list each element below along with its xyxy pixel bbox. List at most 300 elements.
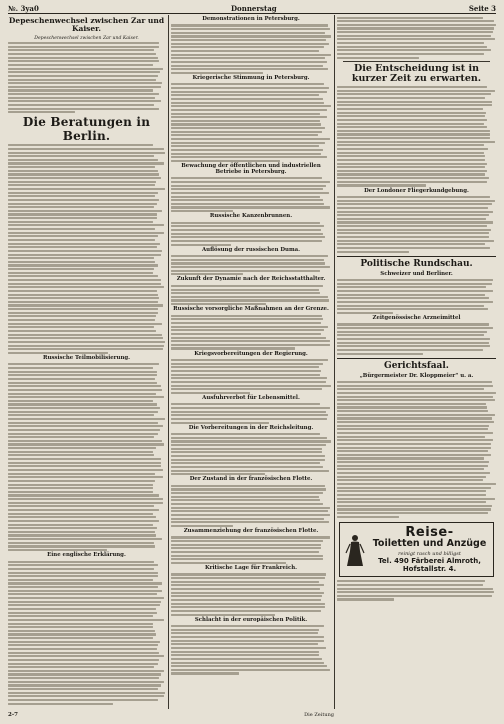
article-body [171, 536, 331, 564]
text-line [8, 684, 161, 686]
text-line [8, 692, 165, 694]
text-line [8, 268, 154, 270]
text-line [171, 46, 324, 48]
text-line [8, 604, 160, 606]
text-line [8, 148, 164, 150]
text-line [8, 283, 161, 285]
text-line [8, 97, 155, 99]
text-line [337, 428, 488, 430]
text-line [171, 109, 327, 111]
text-line [171, 285, 323, 287]
text-line [171, 370, 321, 372]
text-line [337, 472, 490, 474]
text-line [337, 283, 492, 285]
text-line [337, 388, 484, 390]
text-line [337, 247, 490, 249]
text-line [337, 207, 488, 209]
text-line [337, 42, 484, 44]
text-line [8, 297, 159, 299]
text-line [171, 592, 324, 594]
text-line [8, 374, 157, 376]
text-line [8, 334, 162, 336]
text-line [8, 593, 157, 595]
headline-reichsleitung: Die Vorbereitungen in der Reichsleitung. [188, 424, 314, 431]
text-line [337, 177, 489, 179]
text-line [171, 337, 326, 339]
text-line [171, 153, 321, 155]
text-line [8, 681, 164, 683]
text-line [8, 363, 159, 365]
text-line [8, 323, 162, 325]
text-line [171, 292, 320, 294]
text-line [337, 323, 489, 325]
text-line [8, 476, 163, 478]
text-line [171, 470, 329, 472]
text-line [337, 294, 485, 296]
text-line [171, 303, 266, 305]
text-line [171, 392, 250, 394]
text-line [171, 116, 327, 118]
text-line [8, 181, 156, 183]
text-line [337, 108, 483, 110]
text-line [337, 251, 409, 253]
text-line [171, 98, 323, 100]
text-line [171, 266, 330, 268]
text-line [171, 28, 330, 30]
text-line [337, 385, 493, 387]
headline-kritische-lage: Kritische Lage für Frankreich. [204, 564, 298, 571]
text-line [8, 170, 158, 172]
text-line [337, 392, 496, 394]
text-line [337, 290, 493, 292]
text-line [337, 196, 490, 198]
text-line [171, 499, 320, 501]
text-line [8, 542, 154, 544]
text-line [171, 149, 323, 151]
header-rule [8, 13, 496, 14]
text-line [171, 448, 322, 450]
article-body [171, 24, 331, 73]
text-line [171, 289, 319, 291]
text-line [171, 672, 239, 674]
text-line [171, 102, 324, 104]
text-line [337, 115, 485, 117]
text-line [171, 83, 324, 85]
headline-teilmobilisierung: Russische Teilmobilisierung. [42, 354, 131, 361]
text-line [8, 75, 158, 77]
text-line [8, 68, 163, 70]
headline-kriegsvorbereitungen: Kriegsvorbereitungen der Regierung. [194, 350, 308, 357]
text-line [337, 119, 487, 121]
text-line [171, 407, 330, 409]
text-line [8, 480, 155, 482]
text-line [337, 53, 484, 55]
text-line [171, 315, 322, 317]
text-line [337, 93, 491, 95]
text-line [337, 454, 491, 456]
text-line [171, 113, 320, 115]
text-line [8, 652, 159, 654]
text-line [337, 494, 486, 496]
article-body [171, 433, 331, 475]
text-line [8, 341, 165, 343]
text-line [171, 647, 326, 649]
text-line [171, 210, 233, 212]
text-line [171, 437, 327, 439]
text-line [171, 632, 318, 634]
article-body [337, 323, 496, 354]
article-body [8, 42, 165, 113]
text-line [8, 301, 158, 303]
text-line [171, 359, 328, 361]
text-line [8, 232, 164, 234]
text-line [171, 94, 319, 96]
headline-depeschen: Depeschenwechsel zwischen Zar und Kaiser. [8, 16, 165, 34]
text-line [8, 414, 154, 416]
headline-kriegerische-stimmung: Kriegerische Stimmung in Petersburg. [192, 74, 310, 81]
text-line [8, 407, 160, 409]
text-line [8, 294, 158, 296]
text-line [8, 82, 162, 84]
text-line [171, 636, 324, 638]
text-line [8, 505, 154, 507]
text-line [171, 599, 321, 601]
article-body [171, 315, 331, 350]
text-line [8, 330, 156, 332]
text-line [171, 196, 320, 198]
text-line [8, 312, 158, 314]
text-line [171, 50, 319, 52]
text-line [171, 462, 320, 464]
article-body [171, 359, 331, 394]
text-line [171, 547, 321, 549]
text-line [8, 243, 160, 245]
text-line [337, 38, 495, 40]
text-line [8, 458, 161, 460]
text-line [337, 130, 490, 132]
text-line [337, 508, 491, 510]
text-line [8, 623, 153, 625]
text-line [8, 272, 153, 274]
text-line [8, 663, 158, 665]
text-line [337, 308, 488, 310]
text-line [171, 507, 330, 509]
text-line [337, 468, 484, 470]
text-line [8, 159, 158, 161]
text-line [171, 366, 319, 368]
text-line [171, 142, 325, 144]
text-line [171, 451, 322, 453]
article-body [337, 580, 496, 600]
text-line [8, 79, 156, 81]
text-line [337, 144, 484, 146]
text-line [337, 396, 493, 398]
text-line [8, 192, 158, 194]
text-line [8, 199, 159, 201]
article-body [8, 561, 165, 705]
text-line [171, 388, 322, 390]
text-line [171, 492, 323, 494]
text-line [8, 451, 153, 453]
text-line [8, 210, 162, 212]
text-line [171, 188, 323, 190]
text-line [171, 444, 326, 446]
text-line [8, 235, 158, 237]
text-line [8, 396, 164, 398]
text-line [8, 275, 158, 277]
text-line [171, 185, 326, 187]
article-body [171, 83, 331, 162]
text-line [171, 134, 318, 136]
text-line [337, 342, 489, 344]
text-line [337, 490, 486, 492]
text-line [171, 658, 322, 660]
text-line [8, 425, 163, 427]
text-line [337, 432, 493, 434]
text-line [337, 461, 489, 463]
text-line [8, 487, 153, 489]
text-line [8, 326, 154, 328]
text-line [8, 177, 161, 179]
text-line [8, 206, 154, 208]
text-line [171, 544, 321, 546]
text-line [8, 86, 161, 88]
text-line [337, 184, 426, 186]
text-line [8, 699, 158, 701]
text-line [8, 572, 158, 574]
text-line [171, 206, 330, 208]
text-line [171, 344, 330, 346]
text-line [337, 90, 495, 92]
text-line [337, 487, 491, 489]
text-line [337, 148, 488, 150]
text-line [171, 488, 326, 490]
text-line [8, 264, 158, 266]
text-line [337, 218, 486, 220]
text-line [171, 259, 324, 261]
text-line [337, 181, 487, 183]
text-line [8, 545, 155, 547]
text-line [171, 68, 328, 70]
text-line [8, 100, 161, 102]
text-line [171, 236, 325, 238]
text-line [171, 669, 330, 671]
text-line [8, 549, 107, 551]
text-line [8, 57, 158, 59]
text-line [8, 516, 156, 518]
text-line [8, 261, 155, 263]
text-line [337, 331, 487, 333]
headline-gerichtsfaal: Gerichtsfaal. [384, 360, 449, 371]
text-line [8, 484, 153, 486]
text-line [337, 580, 485, 582]
text-line [337, 457, 484, 459]
text-line [171, 525, 233, 527]
headline-grenze: Russische vorsorgliche Maßnahmen an der Grenze. [173, 306, 329, 313]
text-line [337, 166, 485, 168]
text-line [171, 105, 331, 107]
article-body [337, 86, 496, 186]
text-line [337, 595, 492, 597]
text-line [337, 214, 489, 216]
text-line [8, 597, 164, 599]
column-3 [337, 15, 496, 709]
text-line [171, 156, 327, 158]
text-line [8, 286, 164, 288]
text-line [171, 614, 275, 616]
text-line [8, 166, 155, 168]
article-body [171, 403, 331, 423]
text-line [8, 345, 164, 347]
text-line [8, 308, 158, 310]
text-line [8, 633, 156, 635]
text-line [337, 465, 488, 467]
headline-kanzenbrunnen: Russische Kanzenbrunnen. [209, 213, 293, 220]
text-line [8, 440, 162, 442]
text-line [337, 399, 495, 401]
text-line [337, 512, 488, 514]
text-line [171, 131, 322, 133]
text-line [171, 625, 324, 627]
text-line [8, 378, 155, 380]
text-line [8, 89, 153, 91]
text-line [171, 577, 325, 579]
text-line [8, 443, 164, 445]
text-line [8, 224, 164, 226]
text-line [8, 155, 154, 157]
ad-slogan: reinigt rasch und billigst [398, 550, 461, 557]
header-date: Donnerstag [230, 3, 277, 13]
text-line [337, 24, 496, 26]
text-line [8, 53, 156, 55]
text-line [171, 521, 329, 523]
text-line [8, 411, 158, 413]
text-line [8, 619, 164, 621]
text-line [8, 173, 159, 175]
text-line [8, 655, 164, 657]
text-line [337, 436, 485, 438]
text-line [337, 381, 492, 383]
text-line [8, 348, 163, 350]
text-line [8, 315, 156, 317]
headline-franz-flotte: Der Zustand in der französischen Flotte. [189, 476, 313, 483]
text-line [171, 91, 327, 93]
text-line [337, 163, 487, 165]
text-line [8, 447, 156, 449]
issue-number: №. 3ya0 [8, 3, 39, 13]
text-line [171, 518, 324, 520]
text-line [8, 257, 154, 259]
text-line [171, 160, 280, 162]
text-line [171, 377, 327, 379]
text-line [171, 418, 327, 420]
text-line [8, 188, 165, 190]
page-header [8, 3, 496, 13]
text-line [171, 120, 320, 122]
text-line [8, 469, 163, 471]
text-line [8, 509, 159, 511]
text-line [171, 485, 325, 487]
text-line [171, 562, 286, 564]
text-line [171, 503, 323, 505]
text-line [337, 221, 493, 223]
article-body [171, 285, 331, 305]
text-line [337, 20, 494, 22]
text-line [171, 433, 320, 435]
text-line [171, 39, 326, 41]
text-line [171, 296, 328, 298]
text-line [8, 337, 163, 339]
text-line [337, 97, 485, 99]
ad-subheadline: Toiletten und Anzüge [372, 538, 487, 550]
text-line [171, 326, 328, 328]
text-line [171, 199, 323, 201]
text-line [337, 141, 495, 143]
text-line [337, 327, 493, 329]
article-body [171, 625, 331, 674]
page-number: Seite 3 [468, 3, 496, 13]
text-line [337, 476, 486, 478]
text-line [171, 640, 324, 642]
text-line [337, 305, 484, 307]
text-line [8, 520, 159, 522]
text-line [171, 363, 323, 365]
text-line [8, 641, 160, 643]
text-line [8, 385, 161, 387]
text-line [171, 473, 265, 475]
text-line [171, 347, 295, 349]
text-line [8, 304, 163, 306]
text-line [337, 112, 486, 114]
text-line [8, 579, 153, 581]
text-line [8, 630, 155, 632]
text-line [337, 31, 493, 33]
text-line [171, 510, 328, 512]
article-body [337, 279, 496, 314]
text-line [337, 417, 492, 419]
text-line [337, 286, 486, 288]
text-line [337, 498, 495, 500]
text-line [8, 648, 157, 650]
text-line [8, 524, 153, 526]
text-line [8, 279, 161, 281]
text-line [337, 229, 491, 231]
text-line [171, 651, 319, 653]
text-line [8, 564, 158, 566]
text-line [8, 615, 153, 617]
text-line [8, 513, 153, 515]
text-line [171, 87, 329, 89]
text-line [171, 57, 325, 59]
column-2 [171, 15, 331, 709]
text-line [171, 123, 321, 125]
headline-entscheidung: Die Entscheidung ist in kurzer Zeit zu erwarten. [351, 62, 482, 85]
text-line [8, 608, 156, 610]
text-line [8, 389, 162, 391]
text-line [337, 101, 492, 103]
text-line [8, 644, 158, 646]
text-line [171, 581, 319, 583]
text-line [8, 46, 159, 48]
text-line [8, 582, 162, 584]
text-line [8, 162, 164, 164]
text-line [171, 270, 320, 272]
text-line [8, 568, 154, 570]
text-line [337, 443, 491, 445]
text-line [171, 584, 324, 586]
article-body [337, 17, 496, 59]
text-line [171, 629, 319, 631]
